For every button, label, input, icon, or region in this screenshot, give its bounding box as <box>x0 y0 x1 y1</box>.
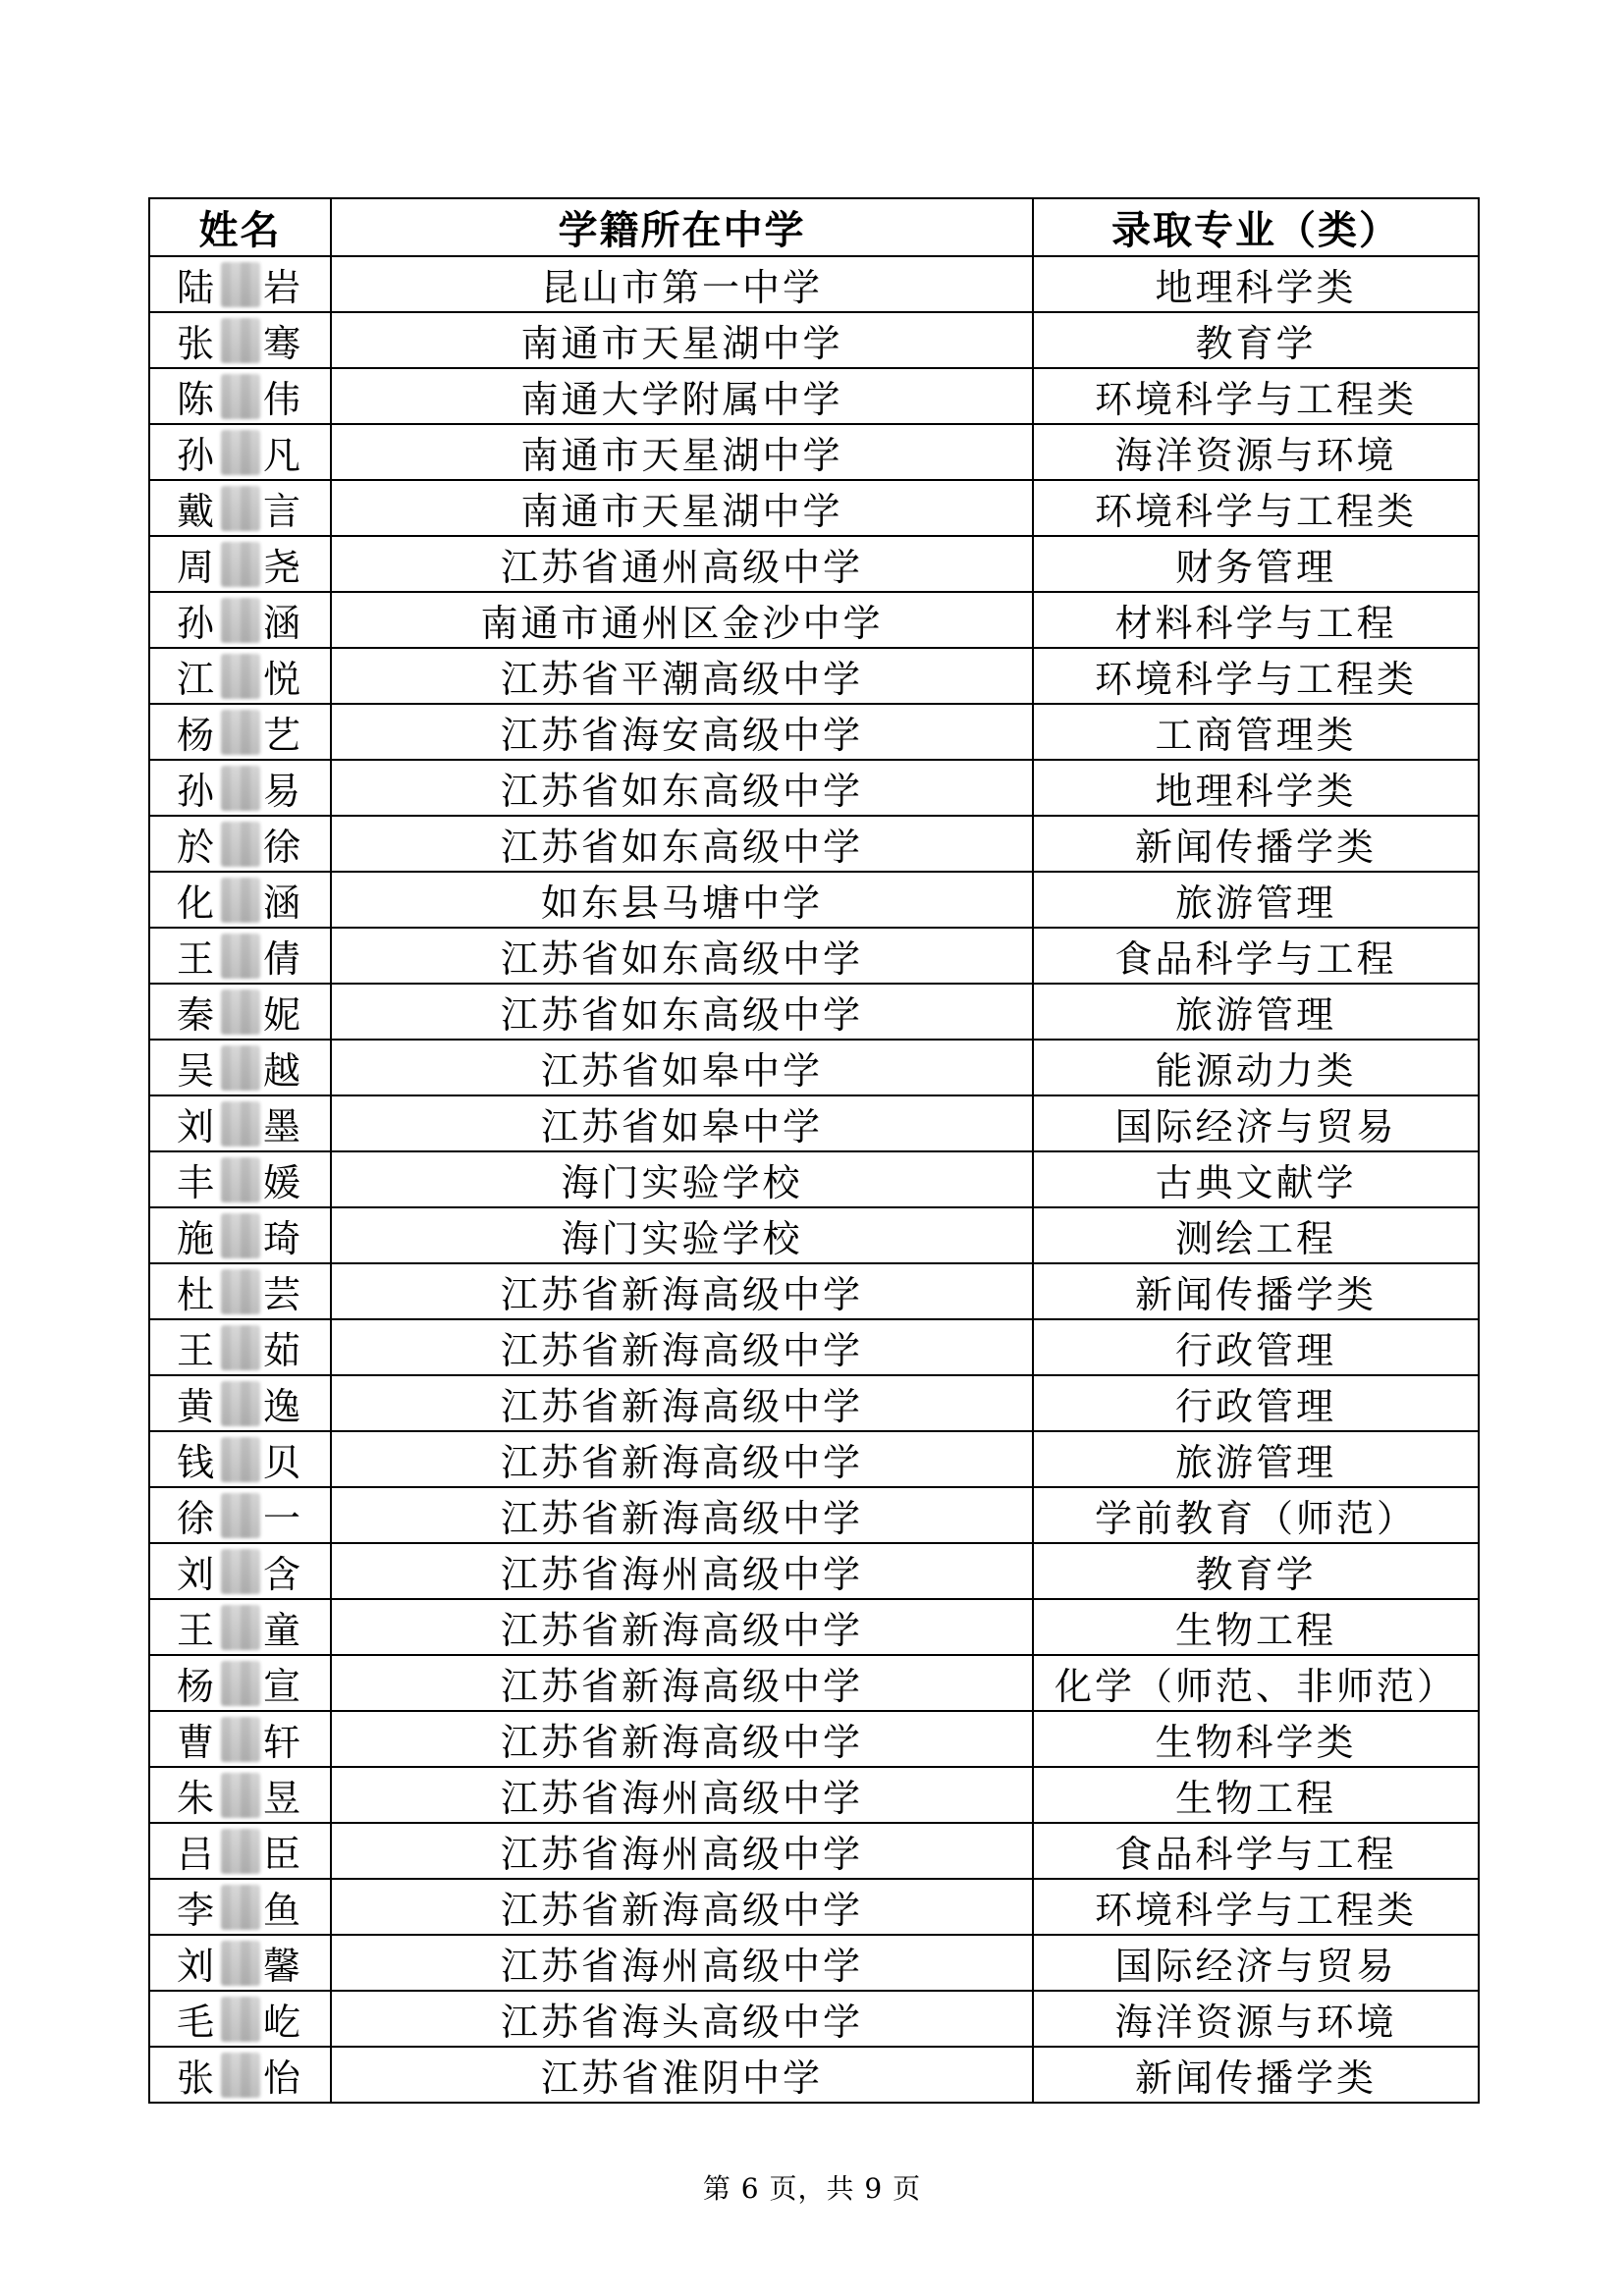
privacy-blur-mask <box>221 1269 260 1314</box>
school-cell: 南通市天星湖中学 <box>331 312 1033 368</box>
name-first-char: 徐 <box>176 1497 217 1540</box>
student-name <box>176 257 305 311</box>
major-cell: 工商管理类 <box>1033 704 1479 760</box>
privacy-blur-mask <box>221 2053 260 2098</box>
name-first-char: 黄 <box>176 1385 217 1428</box>
name-first-char: 朱 <box>176 1777 217 1820</box>
name-last-char: 尧 <box>262 546 303 589</box>
student-name <box>176 1712 305 1766</box>
name-first-char: 毛 <box>176 2001 217 2044</box>
student-name-cell <box>149 1207 331 1263</box>
name-first-char: 周 <box>176 546 217 589</box>
school-cell: 江苏省新海高级中学 <box>331 1879 1033 1935</box>
privacy-blur-mask <box>221 1605 260 1650</box>
student-name <box>176 537 305 591</box>
student-name-cell <box>149 480 331 536</box>
major-cell: 国际经济与贸易 <box>1033 1935 1479 1991</box>
student-name-cell <box>149 592 331 648</box>
name-first-char: 钱 <box>176 1441 217 1484</box>
table-body <box>149 256 1479 2103</box>
name-last-char: 琦 <box>262 1217 303 1260</box>
school-cell: 江苏省海州高级中学 <box>331 1767 1033 1823</box>
table-row <box>149 1151 1479 1207</box>
table-row <box>149 424 1479 480</box>
student-name-cell <box>149 1431 331 1487</box>
student-name-cell <box>149 424 331 480</box>
table-row <box>149 1319 1479 1375</box>
table-row <box>149 1207 1479 1263</box>
privacy-blur-mask <box>221 1885 260 1930</box>
name-first-char: 化 <box>176 881 217 925</box>
student-name <box>176 313 305 367</box>
student-name <box>176 817 305 871</box>
school-cell: 如东县马塘中学 <box>331 872 1033 928</box>
privacy-blur-mask <box>221 374 260 419</box>
student-name-cell <box>149 1095 331 1151</box>
school-cell: 江苏省如东高级中学 <box>331 816 1033 872</box>
school-cell: 江苏省新海高级中学 <box>331 1375 1033 1431</box>
school-cell: 昆山市第一中学 <box>331 256 1033 312</box>
school-cell: 南通大学附属中学 <box>331 368 1033 424</box>
major-cell: 学前教育（师范） <box>1033 1487 1479 1543</box>
name-first-char: 吴 <box>176 1049 217 1093</box>
privacy-blur-mask <box>221 1325 260 1370</box>
student-name-cell <box>149 1319 331 1375</box>
school-cell: 江苏省如东高级中学 <box>331 760 1033 816</box>
privacy-blur-mask <box>221 1157 260 1202</box>
major-cell: 生物科学类 <box>1033 1711 1479 1767</box>
student-name <box>176 369 305 423</box>
student-name-cell <box>149 1991 331 2047</box>
student-name-cell <box>149 1599 331 1655</box>
privacy-blur-mask <box>221 766 260 811</box>
school-cell: 江苏省新海高级中学 <box>331 1431 1033 1487</box>
privacy-blur-mask <box>221 1661 260 1706</box>
name-last-char: 易 <box>262 770 303 813</box>
student-name-cell <box>149 1767 331 1823</box>
table-row <box>149 312 1479 368</box>
table-row <box>149 872 1479 928</box>
student-name-cell <box>149 928 331 984</box>
student-name <box>176 1824 305 1878</box>
school-cell: 南通市天星湖中学 <box>331 480 1033 536</box>
student-name <box>176 929 305 983</box>
name-first-char: 王 <box>176 937 217 981</box>
school-cell: 江苏省淮阴中学 <box>331 2047 1033 2103</box>
table-row <box>149 1040 1479 1095</box>
major-cell: 生物工程 <box>1033 1767 1479 1823</box>
table-row <box>149 704 1479 760</box>
student-name-cell <box>149 1935 331 1991</box>
student-name-cell <box>149 368 331 424</box>
student-name-cell <box>149 536 331 592</box>
name-first-char: 施 <box>176 1217 217 1260</box>
name-last-char: 悦 <box>262 658 303 701</box>
school-cell: 江苏省如皋中学 <box>331 1040 1033 1095</box>
student-name-cell <box>149 816 331 872</box>
privacy-blur-mask <box>221 1045 260 1091</box>
name-first-char: 李 <box>176 1889 217 1932</box>
school-cell: 江苏省新海高级中学 <box>331 1319 1033 1375</box>
table-row <box>149 816 1479 872</box>
student-name <box>176 593 305 647</box>
name-last-char: 贝 <box>262 1441 303 1484</box>
name-last-char: 茹 <box>262 1329 303 1372</box>
name-last-char: 屹 <box>262 2001 303 2044</box>
name-last-char: 越 <box>262 1049 303 1093</box>
student-name-cell <box>149 312 331 368</box>
school-cell: 江苏省海州高级中学 <box>331 1935 1033 1991</box>
name-last-char: 逸 <box>262 1385 303 1428</box>
name-last-char: 言 <box>262 490 303 533</box>
name-first-char: 戴 <box>176 490 217 533</box>
name-first-char: 刘 <box>176 1105 217 1148</box>
table-row <box>149 256 1479 312</box>
school-cell: 江苏省新海高级中学 <box>331 1487 1033 1543</box>
school-cell: 江苏省新海高级中学 <box>331 1655 1033 1711</box>
student-name <box>176 649 305 703</box>
name-first-char: 吕 <box>176 1833 217 1876</box>
student-name-cell <box>149 872 331 928</box>
name-last-char: 馨 <box>262 1945 303 1988</box>
privacy-blur-mask <box>221 878 260 923</box>
student-name <box>176 425 305 479</box>
name-first-char: 王 <box>176 1609 217 1652</box>
school-cell: 海门实验学校 <box>331 1151 1033 1207</box>
student-name-cell <box>149 1263 331 1319</box>
major-cell: 新闻传播学类 <box>1033 816 1479 872</box>
major-cell: 环境科学与工程类 <box>1033 480 1479 536</box>
school-cell: 江苏省新海高级中学 <box>331 1599 1033 1655</box>
student-name-cell <box>149 1375 331 1431</box>
student-name <box>176 1152 305 1206</box>
school-cell: 江苏省平潮高级中学 <box>331 648 1033 704</box>
privacy-blur-mask <box>221 318 260 363</box>
privacy-blur-mask <box>221 1549 260 1594</box>
name-last-char: 一 <box>262 1497 303 1540</box>
name-last-char: 宣 <box>262 1665 303 1708</box>
school-cell: 江苏省海安高级中学 <box>331 704 1033 760</box>
major-cell: 环境科学与工程类 <box>1033 368 1479 424</box>
table-row <box>149 480 1479 536</box>
name-first-char: 曹 <box>176 1721 217 1764</box>
major-cell: 新闻传播学类 <box>1033 2047 1479 2103</box>
name-last-char: 凡 <box>262 434 303 477</box>
privacy-blur-mask <box>221 989 260 1035</box>
privacy-blur-mask <box>221 262 260 307</box>
name-first-char: 孙 <box>176 602 217 645</box>
major-cell: 行政管理 <box>1033 1375 1479 1431</box>
student-name <box>176 2048 305 2102</box>
privacy-blur-mask <box>221 1493 260 1538</box>
name-last-char: 昱 <box>262 1777 303 1820</box>
table-row <box>149 1823 1479 1879</box>
major-cell: 海洋资源与环境 <box>1033 1991 1479 2047</box>
privacy-blur-mask <box>221 1381 260 1426</box>
student-name-cell <box>149 1487 331 1543</box>
student-name-cell <box>149 1711 331 1767</box>
table-row <box>149 1711 1479 1767</box>
student-name-cell <box>149 1655 331 1711</box>
privacy-blur-mask <box>221 598 260 643</box>
major-cell: 旅游管理 <box>1033 984 1479 1040</box>
student-name <box>176 1488 305 1542</box>
name-last-char: 徐 <box>262 826 303 869</box>
major-cell: 海洋资源与环境 <box>1033 424 1479 480</box>
name-last-char: 伟 <box>262 378 303 421</box>
name-last-char: 芸 <box>262 1273 303 1316</box>
name-last-char: 倩 <box>262 937 303 981</box>
table-row <box>149 1375 1479 1431</box>
table-row <box>149 2047 1479 2103</box>
student-name-cell <box>149 984 331 1040</box>
student-name <box>176 985 305 1039</box>
school-cell: 江苏省海头高级中学 <box>331 1991 1033 2047</box>
table-row <box>149 984 1479 1040</box>
table-row <box>149 1935 1479 1991</box>
table-row <box>149 1431 1479 1487</box>
major-cell: 旅游管理 <box>1033 872 1479 928</box>
name-last-char: 墨 <box>262 1105 303 1148</box>
name-first-char: 张 <box>176 322 217 365</box>
student-name-cell <box>149 256 331 312</box>
name-first-char: 秦 <box>176 993 217 1037</box>
name-last-char: 妮 <box>262 993 303 1037</box>
major-cell: 食品科学与工程 <box>1033 1823 1479 1879</box>
student-name <box>176 1432 305 1486</box>
school-cell: 江苏省新海高级中学 <box>331 1263 1033 1319</box>
table-row <box>149 1263 1479 1319</box>
name-last-char: 鱼 <box>262 1889 303 1932</box>
student-name-cell <box>149 1879 331 1935</box>
table-row <box>149 1487 1479 1543</box>
student-name <box>176 481 305 535</box>
table-row <box>149 1599 1479 1655</box>
major-cell: 地理科学类 <box>1033 760 1479 816</box>
school-cell: 江苏省如东高级中学 <box>331 928 1033 984</box>
privacy-blur-mask <box>221 1773 260 1818</box>
name-last-char: 艺 <box>262 714 303 757</box>
major-cell: 行政管理 <box>1033 1319 1479 1375</box>
header-school: 学籍所在中学 <box>331 198 1033 256</box>
privacy-blur-mask <box>221 1213 260 1258</box>
major-cell: 地理科学类 <box>1033 256 1479 312</box>
table-row <box>149 648 1479 704</box>
name-first-char: 於 <box>176 826 217 869</box>
name-last-char: 涵 <box>262 881 303 925</box>
school-cell: 海门实验学校 <box>331 1207 1033 1263</box>
student-name <box>176 1880 305 1934</box>
student-name <box>176 1936 305 1990</box>
student-name <box>176 1376 305 1430</box>
student-name-cell <box>149 704 331 760</box>
student-name <box>176 1600 305 1654</box>
school-cell: 南通市通州区金沙中学 <box>331 592 1033 648</box>
student-name <box>176 1096 305 1150</box>
name-last-char: 轩 <box>262 1721 303 1764</box>
student-name-cell <box>149 1543 331 1599</box>
table-row <box>149 1991 1479 2047</box>
name-first-char: 杨 <box>176 714 217 757</box>
school-cell: 江苏省海州高级中学 <box>331 1823 1033 1879</box>
name-first-char: 陆 <box>176 266 217 309</box>
school-cell: 江苏省新海高级中学 <box>331 1711 1033 1767</box>
major-cell: 生物工程 <box>1033 1599 1479 1655</box>
privacy-blur-mask <box>221 710 260 755</box>
major-cell: 测绘工程 <box>1033 1207 1479 1263</box>
student-name-cell <box>149 1823 331 1879</box>
student-name <box>176 1041 305 1095</box>
privacy-blur-mask <box>221 542 260 587</box>
name-first-char: 丰 <box>176 1161 217 1204</box>
name-last-char: 怡 <box>262 2056 303 2100</box>
major-cell: 化学（师范、非师范） <box>1033 1655 1479 1711</box>
table-row <box>149 1095 1479 1151</box>
major-cell: 旅游管理 <box>1033 1431 1479 1487</box>
admission-table <box>148 197 1480 2104</box>
student-name <box>176 705 305 759</box>
name-first-char: 刘 <box>176 1553 217 1596</box>
major-cell: 材料科学与工程 <box>1033 592 1479 648</box>
name-first-char: 王 <box>176 1329 217 1372</box>
major-cell: 环境科学与工程类 <box>1033 648 1479 704</box>
major-cell: 食品科学与工程 <box>1033 928 1479 984</box>
name-first-char: 孙 <box>176 434 217 477</box>
table-row <box>149 1767 1479 1823</box>
name-first-char: 张 <box>176 2056 217 2100</box>
student-name-cell <box>149 648 331 704</box>
table-row <box>149 1879 1479 1935</box>
student-name <box>176 1992 305 2046</box>
privacy-blur-mask <box>221 1829 260 1874</box>
table-row <box>149 1543 1479 1599</box>
table-header-row <box>149 198 1479 256</box>
name-last-char: 骞 <box>262 322 303 365</box>
major-cell: 国际经济与贸易 <box>1033 1095 1479 1151</box>
name-last-char: 媛 <box>262 1161 303 1204</box>
student-name-cell <box>149 760 331 816</box>
student-name-cell <box>149 1151 331 1207</box>
student-name <box>176 1208 305 1262</box>
student-name <box>176 1768 305 1822</box>
major-cell: 教育学 <box>1033 312 1479 368</box>
student-name <box>176 761 305 815</box>
major-cell: 环境科学与工程类 <box>1033 1879 1479 1935</box>
name-last-char: 岩 <box>262 266 303 309</box>
student-name-cell <box>149 2047 331 2103</box>
privacy-blur-mask <box>221 822 260 867</box>
major-cell: 财务管理 <box>1033 536 1479 592</box>
privacy-blur-mask <box>221 1997 260 2042</box>
major-cell: 能源动力类 <box>1033 1040 1479 1095</box>
name-last-char: 涵 <box>262 602 303 645</box>
privacy-blur-mask <box>221 1941 260 1986</box>
student-name <box>176 873 305 927</box>
table-row <box>149 368 1479 424</box>
school-cell: 江苏省如皋中学 <box>331 1095 1033 1151</box>
school-cell: 南通市天星湖中学 <box>331 424 1033 480</box>
table-row <box>149 760 1479 816</box>
header-name: 姓名 <box>149 198 331 256</box>
student-name-cell <box>149 1040 331 1095</box>
major-cell: 教育学 <box>1033 1543 1479 1599</box>
privacy-blur-mask <box>221 934 260 979</box>
school-cell: 江苏省如东高级中学 <box>331 984 1033 1040</box>
table-row <box>149 592 1479 648</box>
page-number-footer: 第 6 页，共 9 页 <box>702 2172 922 2205</box>
name-first-char: 陈 <box>176 378 217 421</box>
privacy-blur-mask <box>221 1437 260 1482</box>
privacy-blur-mask <box>221 654 260 699</box>
privacy-blur-mask <box>221 1717 260 1762</box>
privacy-blur-mask <box>221 486 260 531</box>
table-row <box>149 928 1479 984</box>
table-row <box>149 1655 1479 1711</box>
student-name <box>176 1320 305 1374</box>
name-last-char: 含 <box>262 1553 303 1596</box>
privacy-blur-mask <box>221 1101 260 1147</box>
name-first-char: 杨 <box>176 1665 217 1708</box>
major-cell: 新闻传播学类 <box>1033 1263 1479 1319</box>
name-first-char: 刘 <box>176 1945 217 1988</box>
name-first-char: 杜 <box>176 1273 217 1316</box>
name-first-char: 江 <box>176 658 217 701</box>
school-cell: 江苏省通州高级中学 <box>331 536 1033 592</box>
student-name <box>176 1264 305 1318</box>
name-last-char: 童 <box>262 1609 303 1652</box>
school-cell: 江苏省海州高级中学 <box>331 1543 1033 1599</box>
student-name <box>176 1544 305 1598</box>
student-name <box>176 1656 305 1710</box>
table-row <box>149 536 1479 592</box>
major-cell: 古典文献学 <box>1033 1151 1479 1207</box>
name-last-char: 臣 <box>262 1833 303 1876</box>
privacy-blur-mask <box>221 430 260 475</box>
name-first-char: 孙 <box>176 770 217 813</box>
header-major: 录取专业（类） <box>1033 198 1479 256</box>
